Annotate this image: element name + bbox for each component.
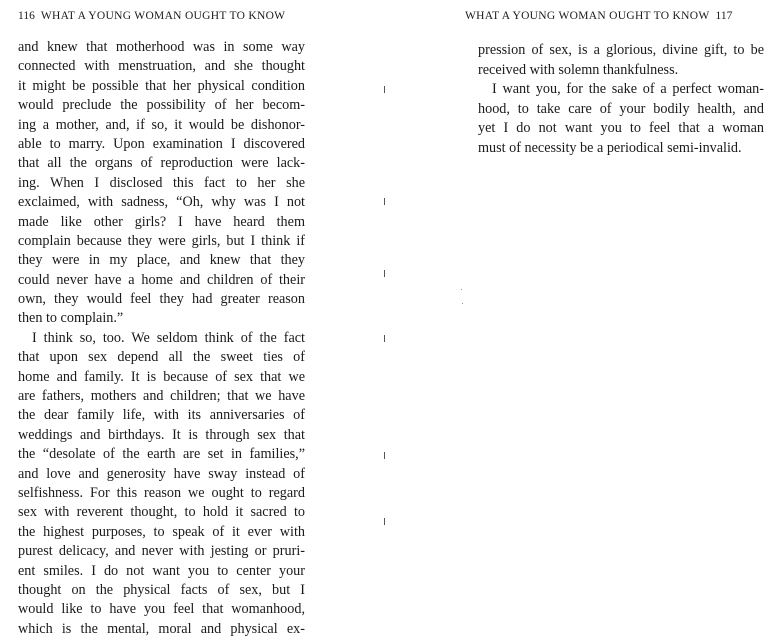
gutter-mark (384, 335, 385, 342)
left-page-number: 116 (18, 10, 35, 22)
text-line: I want you, for the sake of a perfect woman- (492, 81, 764, 98)
text-line: are fathers, mothers and children; that we have (18, 388, 305, 405)
left-running-head (18, 10, 285, 22)
text-line: home and family. It is because of sex that we (18, 368, 305, 385)
right-page-body (478, 41, 764, 159)
text-line: and love and generosity have sway instead of (18, 465, 305, 482)
text-line: yet I do not want you to feel that a woman (478, 120, 764, 137)
text-line: then to complain.” (18, 310, 124, 327)
text-line: ent smiles. I do not want you to center your (18, 562, 305, 579)
left-page-body (18, 38, 305, 639)
right-running-head-title: WHAT A YOUNG WOMAN OUGHT TO KNOW (465, 10, 710, 22)
text-line: the “desolate of the earth are set in families,” (18, 446, 305, 463)
gutter-mark (384, 86, 385, 93)
text-line: hood, to take care of your bodily health, and (478, 100, 764, 117)
text-line: would like to have you feel that womanhood, (18, 601, 305, 618)
right-page (385, 0, 771, 571)
text-line: it might be possible that her physical condition (18, 77, 305, 94)
text-line: that upon sex depend all the sweet ties of (18, 349, 305, 366)
text-line: which is the mental, moral and physical ex- (18, 620, 305, 637)
text-line: would preclude the possibility of her becom- (18, 97, 305, 114)
text-line: and knew that motherhood was in some way (18, 39, 305, 55)
right-page-number: 117 (715, 10, 733, 22)
text-line: able to marry. Upon examination I discovered (18, 135, 305, 152)
text-line: ing. When I disclosed this fact to her she (18, 174, 305, 191)
left-running-head-title: WHAT A YOUNG WOMAN OUGHT TO KNOW (40, 10, 286, 22)
text-line: purest delicacy, and never with jesting or pruri- (18, 543, 305, 560)
text-line: selfishness. For this reason we ought to regard (18, 484, 305, 501)
text-line: ing a mother, and, if so, it would be dishonor- (18, 116, 305, 133)
text-line: received with solemn thankfulness. (478, 61, 679, 78)
gutter-mark (384, 518, 385, 525)
text-line: thought on the physical facts of sex, but I (18, 581, 305, 598)
gutter-mark (384, 452, 385, 459)
text-line: exclaimed, with sadness, “Oh, why was I not (18, 194, 305, 211)
text-line: pression of sex, is a glorious, divine gift, to be (478, 42, 764, 58)
text-line: complain because they were girls, but I think if (18, 232, 305, 249)
right-running-head (465, 10, 732, 22)
text-line: I think so, too. We seldom think of the fact (32, 329, 305, 346)
text-line: must of necessity be a periodical semi-invalid. (478, 139, 742, 156)
text-line: the dear family life, with its anniversaries of (18, 407, 305, 424)
left-page (0, 0, 385, 637)
text-line: could never have a home and children of their (18, 271, 305, 288)
scan-speck (462, 303, 463, 304)
text-line: sex with reverent thought, to hold it sacred to (18, 504, 305, 521)
text-line: the highest purposes, to speak of it ever with (18, 523, 305, 540)
text-line: weddings and birthdays. It is through sex that (18, 426, 305, 443)
text-line: connected with menstruation, and she thought (18, 58, 305, 75)
gutter-mark (384, 270, 385, 277)
text-line: that all the organs of reproduction were lack- (18, 155, 305, 172)
scan-speck (461, 289, 462, 290)
text-line: they were in my place, and knew that they (18, 252, 305, 269)
text-line: made like other girls? I have heard them (18, 213, 305, 230)
gutter-mark (384, 198, 385, 205)
text-line: own, they would feel they had greater reason (18, 291, 305, 308)
